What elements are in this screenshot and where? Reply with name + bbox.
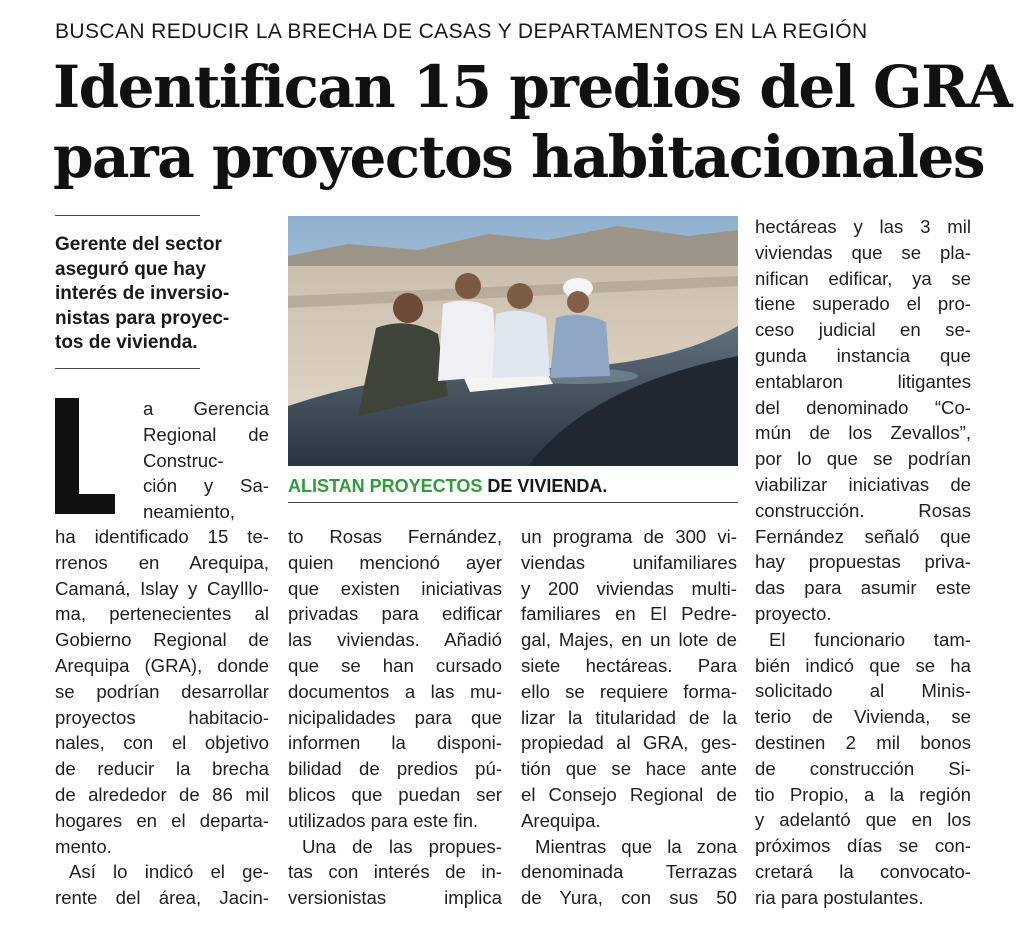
text-line: hogares en el departa- bbox=[55, 809, 269, 831]
text-line: gunda instancia que bbox=[755, 344, 971, 366]
caption-rest: DE VIVIENDA. bbox=[482, 476, 608, 496]
text-line: próximos días se con- bbox=[755, 835, 971, 857]
text-line: viendas unifamiliares bbox=[521, 551, 737, 573]
column-2 bbox=[288, 524, 502, 911]
deck-line: interés de inversio- bbox=[55, 283, 230, 304]
text-line: proyectos habitacio- bbox=[55, 706, 269, 728]
text-line: hectáreas y las 3 mil bbox=[755, 216, 971, 237]
text-line: y 200 viviendas multi- bbox=[521, 577, 737, 599]
text-line: bilidad de predios pú- bbox=[288, 758, 502, 780]
text-line: blicos que puedan ser bbox=[288, 783, 502, 805]
text-line: cretará la convocato- bbox=[755, 860, 971, 882]
text-line: lizar la titularidad de la bbox=[521, 706, 737, 728]
headline bbox=[53, 52, 1013, 192]
text-line: de alrededor de 86 mil bbox=[55, 783, 269, 805]
deck-line: tos de vivienda. bbox=[55, 332, 198, 353]
text-line: ma, pertenecientes al bbox=[55, 603, 269, 625]
text-line: nales, con el objetivo bbox=[55, 732, 269, 754]
deck bbox=[55, 233, 255, 356]
text-line: Construc- bbox=[143, 449, 224, 471]
deck-line: Gerente del sector bbox=[55, 234, 222, 255]
text-line: ha identificado 15 te- bbox=[55, 526, 269, 547]
text-line: de reducir la brecha bbox=[55, 758, 269, 780]
text-line: ello se requiere forma- bbox=[521, 680, 737, 702]
text-line: mento. bbox=[55, 835, 112, 857]
text-line: nifican edificar, ya se bbox=[755, 267, 971, 289]
text-line: documentos a las mu- bbox=[288, 680, 502, 702]
text-line: destinen 2 mil bonos bbox=[755, 731, 971, 753]
text-line: familiares en El Pedre- bbox=[521, 603, 737, 625]
text-line: proyecto. bbox=[755, 602, 832, 624]
text-line: propiedad al GRA, ges- bbox=[521, 732, 737, 754]
text-line: de construcción Si- bbox=[755, 757, 971, 779]
deck-line: aseguró que hay bbox=[55, 258, 206, 280]
news-photo bbox=[288, 216, 738, 466]
column-1 bbox=[55, 524, 269, 911]
text-line: tión que se hace ante bbox=[521, 758, 737, 780]
text-line: Camaná, Islay y Caylllo- bbox=[55, 577, 269, 599]
text-line: Arequipa. bbox=[521, 809, 601, 831]
text-line: Arequipa (GRA), donde bbox=[55, 654, 269, 676]
text-line: rrenos en Arequipa, bbox=[55, 551, 269, 573]
text-line: gal, Majes, en un lote de bbox=[521, 629, 737, 651]
text-line: privadas para edificar bbox=[288, 603, 502, 625]
text-line: y adelantó que en los bbox=[755, 809, 971, 831]
text-line: ción y Sa- bbox=[143, 475, 269, 497]
text-line: entablaron litigantes bbox=[755, 370, 971, 392]
headline-line: Identifican 15 predios del GRA bbox=[53, 53, 1012, 121]
text-line: a Gerencia bbox=[143, 398, 269, 419]
text-line: terio de Vivienda, se bbox=[755, 706, 971, 728]
text-line: de Yura, con sus 50 bbox=[521, 887, 737, 909]
text-line: viabilizar iniciativas de bbox=[755, 473, 971, 495]
deck-line: nistas para proyec- bbox=[55, 307, 230, 329]
text-line: to Rosas Fernández, bbox=[288, 526, 502, 547]
deck-top-rule bbox=[55, 215, 200, 216]
text-line: denominada Terrazas bbox=[521, 861, 737, 883]
text-line: versionistas implica bbox=[288, 887, 502, 909]
caption-highlight: ALISTAN PROYECTOS bbox=[288, 476, 483, 496]
text-line: un programa de 300 vi- bbox=[521, 526, 737, 547]
text-line: viviendas que se pla- bbox=[755, 241, 971, 263]
text-line: Mientras que la zona bbox=[535, 835, 737, 857]
text-line: el Consejo Regional de bbox=[521, 783, 737, 805]
text-line: ria para postulantes. bbox=[755, 886, 924, 908]
text-line: Regional de bbox=[143, 423, 269, 445]
text-line: utilizados para este fin. bbox=[288, 809, 479, 831]
text-line: nicipalidades para que bbox=[288, 706, 502, 728]
text-line: tio Propio, a la región bbox=[755, 783, 971, 805]
text-line: se podrían desarrollar bbox=[55, 680, 269, 702]
text-line: construcción. Rosas bbox=[755, 499, 971, 521]
text-line: ceso judicial en se- bbox=[755, 319, 971, 341]
text-line: que existen iniciativas bbox=[288, 577, 502, 599]
deck-bottom-rule bbox=[55, 368, 200, 369]
column-1-top bbox=[143, 396, 269, 525]
text-line: das para asumir este bbox=[755, 577, 971, 599]
text-line: tiene superado el pro- bbox=[755, 293, 971, 315]
text-line: tas con interés de in- bbox=[288, 861, 502, 883]
column-3 bbox=[521, 524, 737, 911]
text-line: por lo que se podrían bbox=[755, 448, 971, 470]
caption-rule bbox=[288, 502, 738, 503]
text-line: solicitado al Minis- bbox=[755, 680, 971, 702]
text-line: Así lo indicó el ge- bbox=[69, 861, 269, 883]
text-line: Una de las propues- bbox=[302, 835, 502, 857]
text-line: mún de los Zevallos”, bbox=[755, 422, 971, 444]
text-line: bién indicó que se ha bbox=[755, 654, 971, 676]
text-line: que se han cursado bbox=[288, 654, 502, 676]
headline-line: para proyectos habitacionales bbox=[53, 123, 985, 191]
drop-cap bbox=[52, 398, 122, 514]
text-line: rente del área, Jacin- bbox=[55, 887, 269, 909]
text-line: Fernández señaló que bbox=[755, 525, 971, 547]
column-4 bbox=[755, 214, 971, 911]
text-line: las viviendas. Añadió bbox=[288, 629, 502, 651]
text-line: del denominado “Co- bbox=[755, 396, 971, 418]
text-line: quien mencionó ayer bbox=[288, 551, 502, 573]
kicker: BUSCAN REDUCIR LA BRECHA DE CASAS Y DEPARTAMENTOS EN LA REGIÓN bbox=[55, 20, 868, 43]
photo-caption bbox=[288, 476, 748, 497]
text-line: neamiento, bbox=[143, 501, 235, 523]
text-line: El funcionario tam- bbox=[769, 628, 971, 650]
text-line: Gobierno Regional de bbox=[55, 629, 269, 651]
text-line: informen la disponi- bbox=[288, 732, 502, 754]
text-line: hay propuestas priva- bbox=[755, 551, 971, 573]
text-line: siete hectáreas. Para bbox=[521, 654, 737, 676]
